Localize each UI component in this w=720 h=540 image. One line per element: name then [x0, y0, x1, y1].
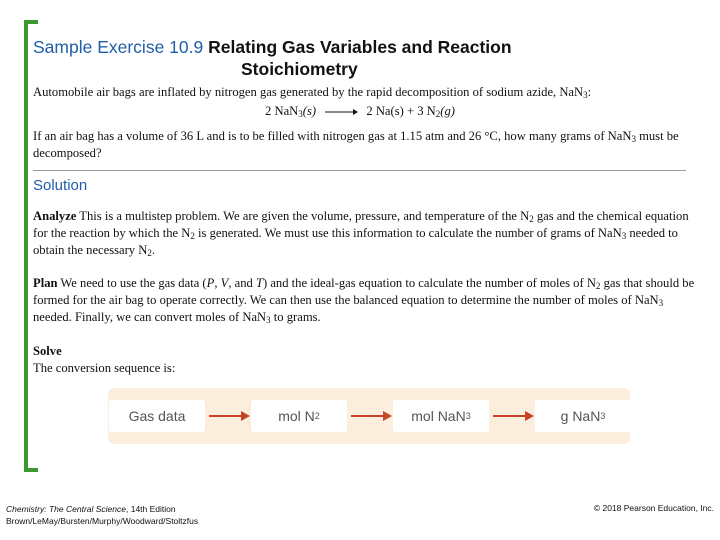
arrow-right-icon — [348, 409, 394, 423]
solve-text: The conversion sequence is: — [33, 361, 176, 375]
footer-citation: Chemistry: The Central Science, 14th Edition Brown/LeMay/Bursten/Murphy/Woodward/Stoltzfus — [6, 504, 199, 526]
arrow-right-icon — [206, 409, 252, 423]
question-text: If an air bag has a volume of 36 L and is to be filled with nitrogen gas at 1.15 atm and 26 °C, how many grams of NaN$_3$ must be decomposed? — [33, 129, 679, 160]
conversion-sequence — [108, 388, 630, 444]
reaction-equation: 2 NaN$_3$(s) 2 Na(s) + 3 $N_2(g)$ — [265, 104, 455, 119]
solve-label: Solve — [33, 344, 62, 358]
analyze-paragraph: Analyze This is a multistep problem. We are given the volume, pressure, and temperature of the $N_2$ gas and the chemical equation for the reaction by which the $N_2$ is generated. We must use this information to calculate the number of grams of NaN$_3$ needed to obtain the necessary $N_2$. — [33, 209, 689, 258]
solution-heading: Solution — [33, 177, 88, 194]
divider — [33, 170, 686, 171]
arrow-right-icon — [490, 409, 536, 423]
node-mol-n2: mol N 2 — [251, 400, 347, 432]
solve-paragraph — [33, 343, 701, 377]
intro-text: Automobile air bags are inflated by nitrogen gas generated by the rapid decomposition of sodium azide, NaN$_3$: — [33, 85, 592, 100]
footer-copyright: © 2018 Pearson Education, Inc. — [593, 503, 714, 513]
reaction-arrow-icon — [323, 107, 359, 117]
node-gas-data: Gas data — [109, 400, 205, 432]
title-line-1: Relating Gas Variables and Reaction — [208, 37, 512, 57]
page-title — [33, 36, 673, 80]
plan-paragraph: Plan We need to use the gas data (P, V, and T) and the ideal-gas equation to calculate the number of moles of $N_2$ gas that should be formed for the air bag to operate correctly. We can then use the balanced equation to determine the number of moles of NaN$_3$ needed. Finally, we can convert moles of NaN$_3$ to grams. — [33, 276, 695, 325]
exercise-number: Sample Exercise 10.9 — [33, 37, 204, 57]
node-g-nan3: g NaN 3 — [535, 400, 631, 432]
title-line-2: Stoichiometry — [241, 59, 358, 79]
node-mol-nan3: mol NaN 3 — [393, 400, 489, 432]
